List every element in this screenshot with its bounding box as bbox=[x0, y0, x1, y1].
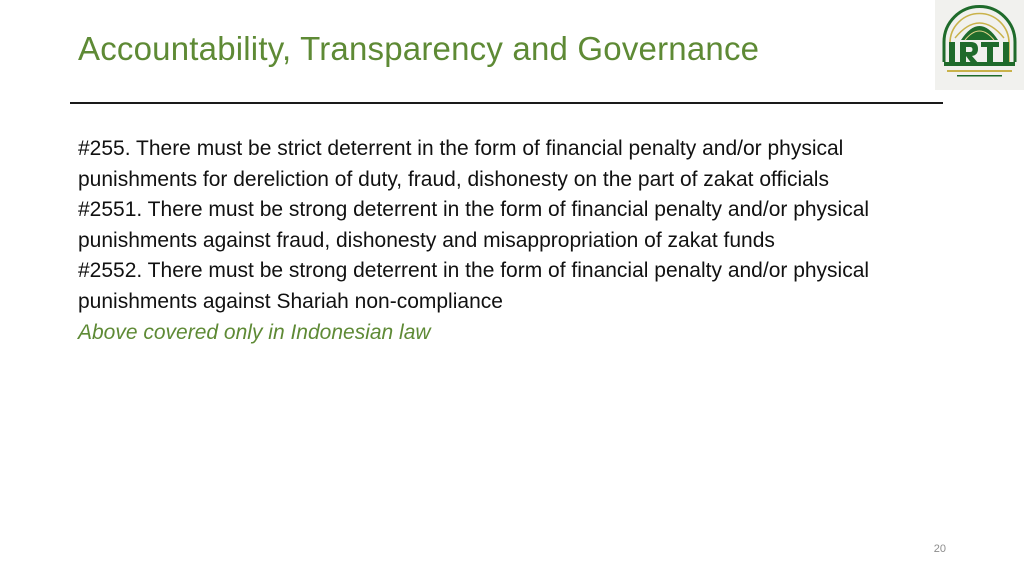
paragraph-2552: #2552. There must be strong deterrent in the form of financial penalty and/or physical punishments against Shariah non-compliance bbox=[78, 259, 870, 313]
irti-logo-icon bbox=[935, 0, 1024, 90]
irti-logo bbox=[935, 0, 1024, 90]
slide-body bbox=[78, 134, 948, 348]
page-number: 20 bbox=[933, 543, 946, 555]
title-divider bbox=[70, 102, 943, 104]
slide-title: Accountability, Transparency and Governance bbox=[78, 30, 760, 67]
coverage-note: Above covered only in Indonesian law bbox=[78, 320, 431, 344]
paragraph-2551: #2551. There must be strong deterrent in the form of financial penalty and/or physical punishments against fraud, dishonesty and misappropriation of zakat funds bbox=[78, 198, 870, 252]
paragraph-255: #255. There must be strict deterrent in the form of financial penalty and/or physical punishments for dereliction of duty, fraud, dishonesty on the part of zakat officials bbox=[78, 137, 844, 191]
